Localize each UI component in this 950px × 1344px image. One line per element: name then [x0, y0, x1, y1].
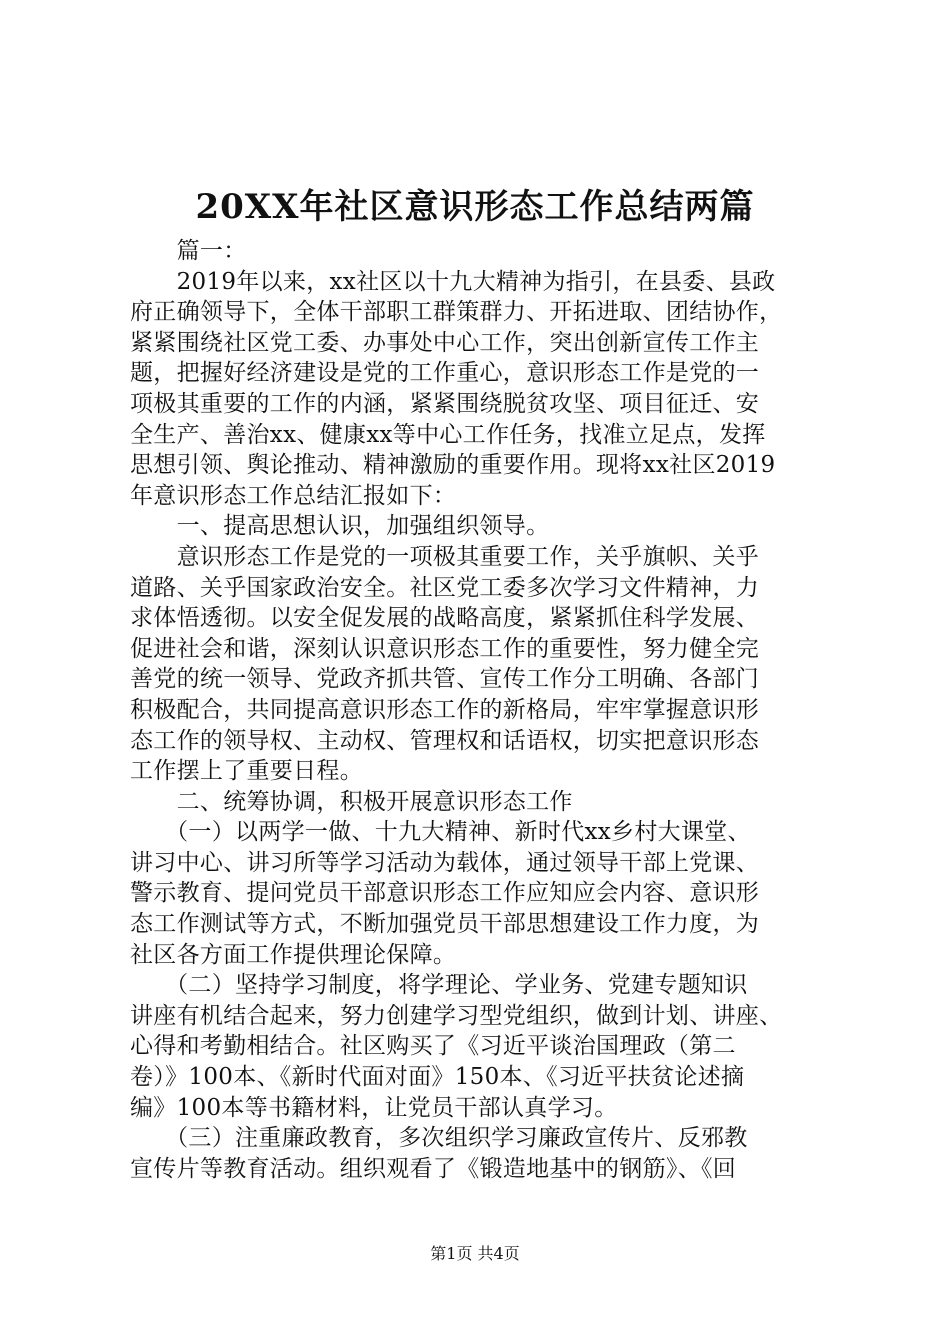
body-text-line: 卷）》100本、《新时代面对面》150本、《习近平扶贫论述摘	[130, 1064, 745, 1091]
body-text-line: 2019年以来，xx社区以十九大精神为指引，在县委、县政	[130, 268, 776, 295]
body-text-line: 讲习中心、讲习所等学习活动为载体，通过领导干部上党课、	[130, 849, 760, 876]
body-text-line: 年意识形态工作总结汇报如下：	[130, 482, 457, 509]
body-text-line: 府正确领导下，全体干部职工群策群力、开拓进取、团结协作，	[130, 299, 783, 326]
body-text-line: 编》100本等书籍材料，让党员干部认真学习。	[130, 1094, 618, 1121]
body-text-line: 全生产、善治xx、健康xx等中心工作任务，找准立足点，发挥	[130, 421, 766, 448]
body-text-line: 一、提高思想认识，加强组织领导。	[130, 513, 550, 540]
body-text-line: 工作摆上了重要日程。	[130, 758, 363, 785]
body-text-line: （一）以两学一做、十九大精神、新时代xx乡村大课堂、	[130, 819, 751, 846]
body-text-line: （二）坚持学习制度，将学理论、学业务、党建专题知识	[130, 972, 748, 999]
body-text-line: 篇一：	[130, 238, 247, 264]
body-text-line: 心得和考勤相结合。社区购买了《习近平谈治国理政（第二	[130, 1033, 736, 1060]
body-text-line: 思想引领、舆论推动、精神激励的重要作用。现将xx社区2019	[130, 452, 776, 479]
body-text-line: 项极其重要的工作的内涵，紧紧围绕脱贫攻坚、项目征迁、安	[130, 390, 760, 417]
body-text-line: 讲座有机结合起来，努力创建学习型党组织，做到计划、讲座、	[130, 1002, 783, 1029]
body-text-line: 积极配合，共同提高意识形态工作的新格局，牢牢掌握意识形	[130, 696, 760, 723]
body-text-line: 社区各方面工作提供理论保障。	[130, 941, 457, 968]
body-text-line: 二、统筹协调，积极开展意识形态工作	[130, 788, 573, 815]
document-body	[130, 236, 830, 1184]
body-text-line: 题，把握好经济建设是党的工作重心，意识形态工作是党的一	[130, 360, 760, 387]
body-text-line: 道路、关乎国家政治安全。社区党工委多次学习文件精神，力	[130, 574, 760, 601]
body-text-line: 态工作的领导权、主动权、管理权和话语权，切实把意识形态	[130, 727, 760, 754]
body-text-line: （三）注重廉政教育，多次组织学习廉政宣传片、反邪教	[130, 1125, 748, 1152]
body-text-line: 紧紧围绕社区党工委、办事处中心工作，突出创新宣传工作主	[130, 329, 760, 356]
body-text-line: 意识形态工作是党的一项极其重要工作，关乎旗帜、关乎	[130, 543, 760, 570]
body-text-line: 善党的统一领导、党政齐抓共管、宣传工作分工明确、各部门	[130, 666, 760, 693]
body-text-line: 态工作测试等方式，不断加强党员干部思想建设工作力度，为	[130, 911, 760, 938]
body-text-line: 求体悟透彻。以安全促发展的战略高度，紧紧抓住科学发展、	[130, 605, 760, 632]
body-text-line: 宣传片等教育活动。组织观看了《锻造地基中的钢筋》、《回	[130, 1155, 737, 1182]
document-title: 20XX年社区意识形态工作总结两篇	[195, 187, 755, 227]
body-text-line: 警示教育、提问党员干部意识形态工作应知应会内容、意识形	[130, 880, 760, 907]
body-text-line: 促进社会和谐，深刻认识意识形态工作的重要性，努力健全完	[130, 635, 760, 662]
page-number-footer: 第1页 共4页	[430, 1244, 520, 1263]
